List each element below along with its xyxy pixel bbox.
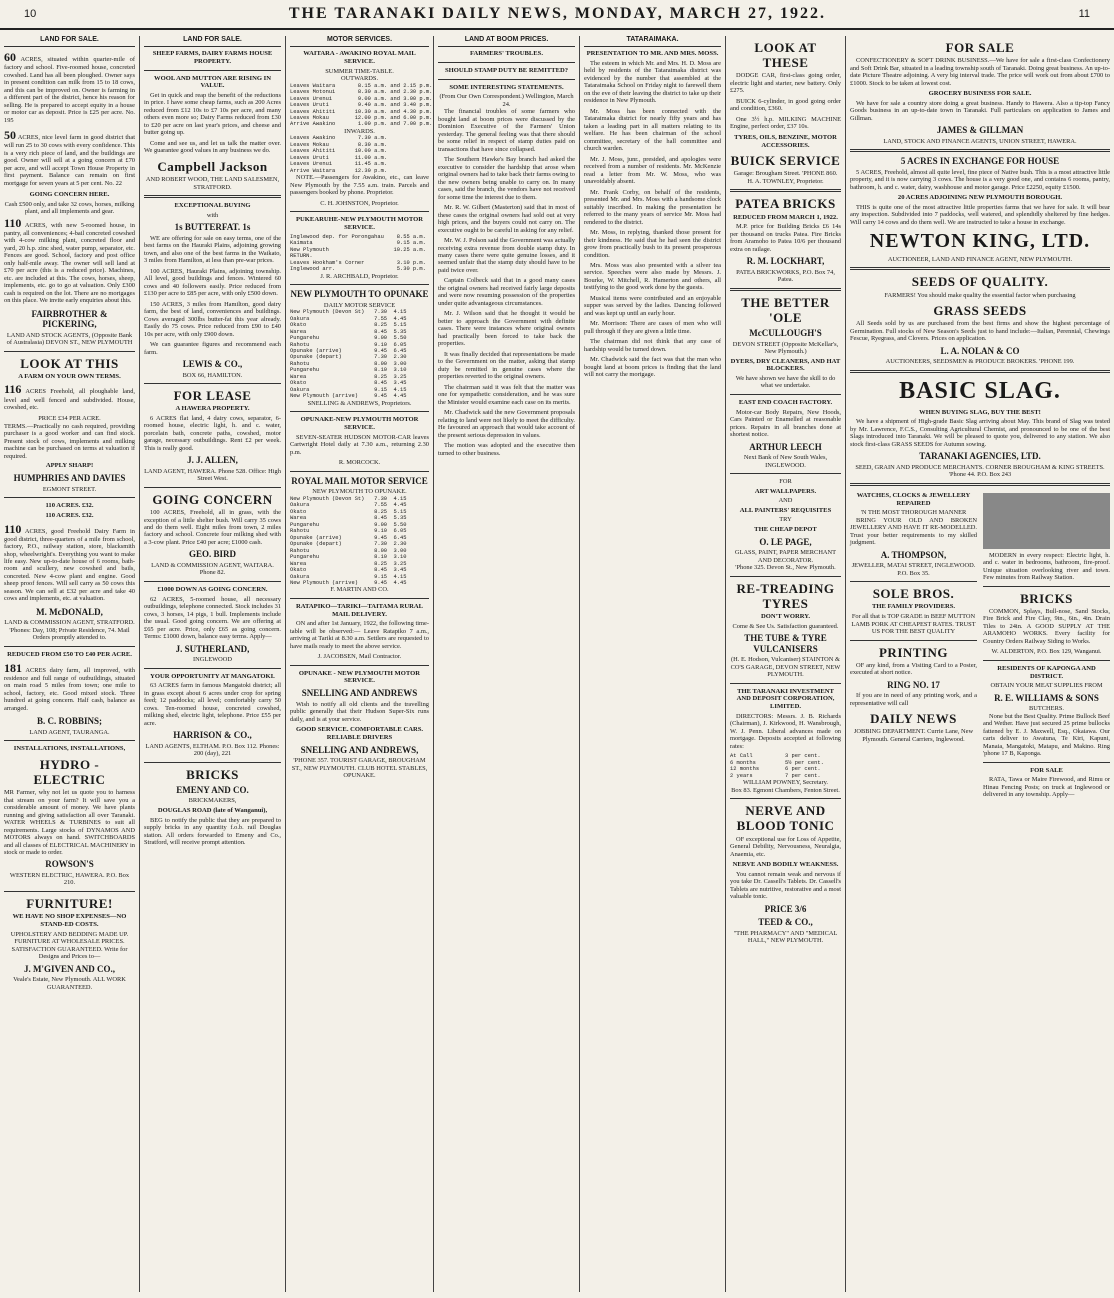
column-5	[580, 36, 726, 1292]
ad-text: Get in quick and reap the benefit of the reductions in price. I have some cheap farms, such as 200 Acres reduced from £12 10s to £7 10s per acre, and many others even more so; Dairy Farms reduced from £30 to £20 per acre on last year's prices, and cheese and butter going up.	[144, 92, 281, 137]
article-paragraph: It was finally decided that representations be made to the Government on the matter, asking that stamp duty be remitted in genuine cases where the properties reverted to the original owners.	[438, 350, 575, 381]
divider	[850, 370, 1110, 373]
ad-headline: NEW PLYMOUTH TO OPUNAKE	[290, 289, 429, 300]
agency-name: NEWTON KING, LTD.	[869, 230, 1091, 253]
listing	[4, 50, 135, 124]
lower-left	[850, 490, 977, 802]
timetable: Leaves Awakino 7.30 a.m. Leaves Mokau 8.30 a.m. Leaves Ahititi 10.00 a.m. Leaves Uruti 11.00 a.m. Leaves Urenui 11.45 a.m. Arrive Waitara 12.30 p.m.	[290, 135, 388, 174]
divider	[144, 668, 281, 669]
subheading: WATCHES, CLOCKS & JEWELLERY REPAIRED	[856, 491, 971, 507]
subheading: EXCEPTIONAL BUYING	[174, 202, 251, 210]
divider	[290, 211, 429, 212]
agency-name: HUMPHRIES AND DAVIES	[13, 473, 126, 484]
subheading: SHOULD STAMP DUTY BE REMITTED?	[444, 66, 569, 74]
listing-acreage: 110	[4, 215, 22, 230]
agency-address: Next Bank of New South Wales, INGLEWOOD.	[743, 454, 828, 469]
ad-text: MODERN in every respect: Electric light, h. and c. water in bedrooms, bathroom, fire-proof. Unique situation overlooking river and town. Few minutes from Railway Station.	[983, 551, 1110, 582]
divider	[850, 581, 977, 582]
article-paragraph: The Southern Hawke's Bay branch had asked the executive to consider the hardship that arose when original owners had to take back their farms owing to the new owners being unable to carry on. In many cases, said the branch, the vendors have not received for some time the interest due to them.	[438, 156, 575, 201]
proprietor: WILLIAM POWNEY, Secretary.	[742, 779, 828, 787]
divider	[730, 683, 841, 684]
ad-headline: FOR SALE	[945, 40, 1015, 55]
subheading: AND	[778, 497, 793, 505]
subheading: FARMERS' TROUBLES.	[469, 50, 544, 58]
agency-address: INGLEWOOD	[192, 656, 233, 664]
ad-text: We can guarantee figures and recommend each farm.	[144, 341, 281, 356]
subheading: TRY	[779, 516, 792, 524]
page-number-right: 11	[1078, 8, 1090, 20]
subheading: DAILY MOTOR SERVICE	[323, 301, 396, 309]
subheading: 'N THE MOST THOROUGH MANNER	[860, 509, 967, 517]
divider	[4, 891, 135, 892]
ad-headline: HYDRO - ELECTRIC	[33, 756, 106, 787]
agency-address: SEED, GRAIN AND PRODUCE MERCHANTS. CORNER BROUGHAM & KING STREETS. 'Phone 44. P.O. Box 243	[855, 463, 1105, 479]
subheading: SUMMER TIME-TABLE.	[325, 67, 394, 75]
subheading: SOME INTERESTING STATEMENTS.	[449, 83, 564, 91]
column-header: LAND FOR SALE.	[4, 36, 135, 47]
column-header: LAND FOR SALE.	[144, 36, 281, 47]
agency-address: LAND AND STOCK AGENTS, (Opposite Bank of Australasia) DEVON ST., NEW PLYMOUTH	[6, 331, 133, 347]
listing-text: ACRES Freehold, all ploughable land, level and well fenced and subdivided. House, cowshed, etc.	[4, 388, 136, 411]
ad-text: If you are in need of any printing work, and a representative will call	[850, 692, 977, 707]
divider	[730, 576, 841, 577]
agency-name: DAILY NEWS	[870, 711, 957, 727]
agency-name: EMENY AND CO.	[176, 784, 249, 795]
subheading: 110 ACRES. £32.	[45, 502, 94, 510]
article-paragraph: Mr. Chadwick said the new Government proposals relating to land were not likely to meet the difficulty. He favoured an approach that would take account of the present serious depression in values.	[438, 409, 575, 439]
agency-address: BOX 66, HAMILTON.	[182, 371, 243, 379]
agency-address: (H. E. Hodson, Vulcaniser) STAINTON & CO'S GARAGE, DEVON STREET, NEW PLYMOUTH.	[730, 656, 841, 679]
masthead	[0, 0, 1114, 30]
ad-text: CONFECTIONERY & SOFT DRINK BUSINESS.—We have for sale a first-class Confectionery and Soft Drink Bar, situated in a leading township south of Taranaki. Doing great business. An up-to-date Picture Theatre adjoining. A very big interval trade. The price will work out from about £700 to £1000. Stock to be taken at lowest cost.	[850, 57, 1110, 87]
column-header: MOTOR SERVICES.	[290, 36, 429, 47]
agency-phone: 'Phones: Day, 108; Private Residence, 74. Mail Orders promptly attended to.	[9, 626, 130, 642]
price-line: PRICE 3/6	[764, 903, 807, 914]
divider	[983, 586, 1110, 587]
divider	[983, 660, 1110, 661]
ad-text: We have for sale a country store doing a great business. Handy to Hawera. Also a tip-top Fancy Goods business in an up-to-date town in Taranaki. Full particulars on application to James and Gillman.	[850, 99, 1110, 122]
divider	[144, 581, 281, 582]
ad-text: We have a shipment of High-grade Basic Slag arriving about May. This brand of Slag was tested by Mr. Lawrence, F.C.S., Consulting Agricultural Chemist, and pronounced to be one of the best Slags introduced into Taranaki. We will be pleased to quote you, delivered to any station. We also stock first-class GRASS SEEDS for Autumn sowing.	[850, 418, 1110, 448]
listing	[4, 522, 135, 603]
listing-text: ACRES, nice level farm in good district that will run 25 to 30 cows with every confidence. This is a very rich piece of land, and the buildings are good. Owner will sell at a going concern at £70 per acre, and will accept Town House Property in first payment. Balance can remain on first mortgage for seven years at 5 per cent. No. 22	[4, 134, 135, 187]
divider	[144, 762, 281, 763]
ad-headline: SOLE BROS.	[872, 586, 955, 602]
agency-address: BRICKMAKERS,	[188, 797, 237, 805]
agency-name: THE TUBE & TYRE VULCANISERS	[744, 633, 827, 654]
ad-headline: SEEDS OF QUALITY.	[911, 274, 1049, 290]
agency-address: WESTERN ELECTRIC, HAWERA. P.O. Box 210.	[9, 872, 130, 887]
ad-text: Motor-car Body Repairs, New Hoods, Cars Painted or Enamelled at reasonable prices. Repairs in all branches done at shortest notice.	[730, 408, 841, 439]
ad-headline: ROYAL MAIL MOTOR SERVICE	[291, 475, 428, 486]
ad-headline: GRASS SEEDS	[933, 302, 1027, 318]
agency-name: TARANAKI AGENCIES, LTD.	[919, 451, 1041, 462]
subheading: PUKEARUHE-NEW PLYMOUTH MOTOR SERVICE.	[296, 216, 423, 231]
article-paragraph: Mr. W. J. Polson said the Government was actually receiving extra revenue from double stamp duty. In many cases there were quite genuine losses, and it seemed unfair that the stamp duty should have to be paid twice over.	[438, 237, 575, 274]
subheading: YOUR OPPORTUNITY AT MANGATOKI.	[150, 672, 275, 680]
agency-address: LAND AGENT, TAURANGA.	[29, 728, 110, 736]
dateline: (From Our Own Correspondent.) Wellington, March 24.	[439, 93, 574, 108]
article-paragraph: Mr. R. W. Gilbert (Masterton) said that in most of these cases the original owners had sold out at very high prices, and the buyers could not carry on. The executive ought to be careful in asking for any relief.	[438, 204, 575, 234]
listing-text: One 3½ h.p. MILKING MACHINE Engine, perfect order, £37 10s.	[730, 115, 841, 131]
subheading: £1000 DOWN AS GOING CONCERN.	[157, 585, 268, 593]
agency-address: JOBBING DEPARTMENT. Currie Lane, New Plymouth. General Carriers, Inglewood.	[853, 728, 974, 743]
ad-text: WE are offering for sale on easy terms, one of the best farms on the Hauraki Plains, adjoining growing town, and also one of the best farms in the Waikato, 3 miles from Hamilton, at less than pre-war prices.	[144, 234, 281, 265]
subheading: GROCERY BUSINESS FOR SALE.	[928, 90, 1032, 98]
article-paragraph: The motion was adopted and the executive then turned to other business.	[438, 442, 575, 457]
agency-address: 'PHONE 357. TOURIST GARAGE, BROUGHAM ST., NEW PLYMOUTH. CLUB HOTEL STABLES, OPUNAKE.	[291, 757, 428, 780]
terms-text: TERMS.—Practically no cash required, providing purchaser is a good worker and can find stock. Present stock of cows, implements and milking machine can be purchased on terms at valuation if required.	[4, 422, 135, 460]
ad-headline: FOR LEASE	[173, 388, 252, 404]
listing-text: 5 ACRES, Freehold, almost all quite level, fine piece of Native bush. This is a most attractive little property, and it is now carrying 3 cows. The house is a very good one, and contains 6 rooms, pantry, bathroom, h. and c. water, dairy, washhouse and motor garage. Price £2250, equity £1500.	[850, 168, 1110, 191]
ad-headline: GOING CONCERN	[152, 491, 273, 507]
listing	[4, 661, 135, 712]
column-6	[726, 36, 846, 1292]
subheading: FOR SALE	[1030, 766, 1063, 774]
proprietor: J. R. ARCHBALD, Proprietor.	[320, 272, 399, 280]
ad-text: ON and after 1st January, 1922, the following time-table will be observed:— Leave Ratapiko 7 a.m., arriving at Tariki at 8.30 a.m. Settlers are requested to have mails ready to meet the above service.	[290, 620, 429, 650]
article-paragraph: Captain Colbeck said that in a good many cases the original owners had received fairly large deposits and were now resuming possession of the properties under quite advantageous circumstances.	[438, 277, 575, 307]
subheading: with	[206, 211, 219, 219]
agency-address: PATEA BRICKWORKS, P.O. Box 74, Patea.	[736, 268, 835, 284]
listing-text: ACRES, good Freehold Dairy Farm in good district, three-quarters of a mile from school, factory, P.O., railway station, store, blacksmith shop, wheelwright's. Everything you want to make life easy. New up-to-date house of 6 rooms, bath-room and scullery, new cowshed and bails, concreted. New 4-cow plant and engine. Good sheep proof fences. Will sell carry as 50 cows this season. We can sell at £32 per acre and take 40 cows and implements, etc. at valuation.	[4, 527, 135, 603]
divider	[730, 473, 841, 474]
listing-text: 62 ACRES, 5-roomed house, all necessary outbuildings, telephone connected. Stock includes 31 cows, 3 horses, 14 pigs, 1 bull. Implements include the usual. Good going concern. We are offering at £65 per acre. Price, only £65 as going concern. Terms: £1000 down, balance easy terms. Apply—	[144, 595, 281, 641]
divider	[4, 497, 135, 498]
agency-address: "THE PHARMACY" AND "MEDICAL HALL," NEW PLYMOUTH.	[733, 929, 838, 945]
agency-name: R. E. WILLIAMS & SONS	[994, 692, 1099, 703]
apply-line: APPLY SHARP!	[45, 462, 94, 470]
subheading: THE FAMILY PROVIDERS.	[871, 603, 956, 611]
subheading: REDUCED FROM £50 TO £40 PER ACRE.	[7, 650, 132, 658]
agency-address: DEVON STREET (Opposite McKellar's, New Plymouth.)	[732, 340, 839, 356]
subheading: NERVE AND BODILY WEAKNESS.	[732, 861, 839, 868]
divider	[850, 640, 977, 641]
agency-address: AUCTIONEERS, SEEDSMEN & PRODUCE BROKERS. 'PHONE 199.	[885, 358, 1075, 366]
ad-text: FARMERS! You should make quality the essential factor when purchasing	[884, 291, 1076, 299]
column-4	[434, 36, 580, 1292]
subheading: 110 ACRES. £32.	[45, 511, 94, 519]
subheading: WHEN BUYING SLAG, BUY THE BEST!	[919, 408, 1041, 416]
agency-name: TEED & CO.,	[758, 917, 813, 928]
ad-headline: LOOK AT THIS	[20, 355, 119, 371]
divider	[730, 394, 841, 395]
article-paragraph: The financial troubles of some farmers who bought land at boom prices were discussed by the Dominion Executive of the Farmers' Union yesterday. The general feeling was that there should be some relief in respect of stamp duties paid on transactions that have since collapsed.	[438, 108, 575, 153]
agency-phone: 'Phone 325. Devon St., New Plymouth.	[735, 564, 836, 572]
divider	[4, 646, 135, 647]
article-paragraph: The esteem in which Mr. and Mrs. H. D. Moss are held by residents of the Tataraimaka district was evidenced by the number that assembled at the Tataraimaka School on Friday night to farewell them on the eve of their leaving the district to take up their residence in New Plymouth.	[584, 59, 721, 105]
subheading: DOUGLAS ROAD (late of Wanganui),	[157, 806, 268, 814]
ad-headline: BASIC SLAG.	[899, 377, 1061, 404]
subheading: 1s BUTTERFAT. 1s	[174, 222, 251, 233]
subheading: 20 ACRES ADJOINING NEW PLYMOUTH BOROUGH.	[897, 194, 1063, 202]
subheading: TYRES, OILS, BENZINE, MOTOR ACCESSORIES.	[734, 133, 837, 149]
ad-headline: PATEA BRICKS	[735, 196, 836, 212]
subheading: DYERS, DRY CLEANERS, AND HAT BLOCKERS.	[730, 357, 841, 373]
ad-headline: BRICKS	[1020, 590, 1073, 606]
agency-name: SNELLING AND ANDREWS,	[300, 744, 419, 755]
ad-headline: LOOK AT THESE	[754, 40, 817, 71]
ad-text: BEG to notify the public that they are prepared to supply bricks in any quantity f.o.b. rail Douglas station. All orders forwarded to Emeny and Co., Stratford, will receive prompt attention.	[144, 816, 281, 846]
agency-address: Garage: Brougham Street. 'PHONE 860.	[733, 170, 838, 178]
article-paragraph: Mr. J. Moss, junr., presided, and apologies were received from a number of residents. Mr. McKenzie read a letter from Mr. W. Moss, who was unavoidably absent.	[584, 155, 721, 186]
agency-name: O. LE PAGE,	[759, 536, 812, 547]
ad-text: Wish to notify all old clients and the travelling public generally that their Hudson Super-Six runs daily, and is at your service.	[290, 700, 429, 723]
article-paragraph: Mr. Chadwick said the fact was that the man who bought land at boom prices is finding that the land will not carry the mortgage.	[584, 356, 721, 379]
agency-address: AUCTIONEER, LAND AND FINANCE AGENT, NEW PLYMOUTH.	[887, 255, 1073, 263]
agency-name: FAIRBROTHER & PICKERING,	[31, 308, 108, 330]
agency-address: LAND, STOCK AND FINANCE AGENTS, UNION STREET, HAWERA.	[883, 137, 1077, 145]
divider	[438, 62, 575, 63]
subheading: SHEEP FARMS, DAIRY FARMS HOUSE PROPERTY.	[152, 50, 273, 65]
subheading: REDUCED FROM MARCH 1, 1922.	[733, 213, 838, 221]
article-paragraph: Musical items were contributed and an enjoyable supper was served by the ladies. Dancing followed and was kept up until an early hour.	[584, 294, 721, 317]
listing-acreage: 110	[4, 521, 22, 536]
subheading: DON'T WORRY.	[760, 613, 811, 621]
ad-text: M.P. price for Building Bricks £6 14s per thousand on trucks Patea. Fire Bricks from Aramoho to Patea 10/6 per thousand extra on railage.	[730, 223, 841, 253]
agency-address: LAND & COMMISSION AGENT, STRATFORD.	[4, 619, 135, 627]
agency-name: M. McDONALD,	[36, 606, 103, 617]
subheading: FOR	[779, 478, 792, 486]
agency-address: AND ROBERT WOOD, THE LAND SALESMEN, STRATFORD.	[145, 176, 280, 191]
agency-name: Campbell Jackson	[157, 158, 268, 174]
subheading: THE CHEAP DEPOT	[754, 525, 817, 533]
divider	[290, 284, 429, 285]
agency-address: LAND AGENTS, ELTHAM. P.O. Box 112. Phones: 200 (day), 221	[145, 742, 280, 758]
listing-text: ACRES, with new 5-roomed house, in pantry, all conveniences; 4-bail concreted cowshed with 4-cow milking plant, concreted floor and yard, 20 h.p. zinc shed, water pump, separator, etc. Fences are good. School, factory and post office only half-mile away. The owner will sell land at £70 per acre (this is a reduced price). Machines, etc. are included at this. The cows, horses, sheep, implements, etc. go to go at valuation. Only £300 cash is required on the lot. There are no mortgages on this place. We invite early enquiries about this.	[4, 221, 135, 305]
subheading: RING NO. 17	[887, 679, 940, 690]
ad-text: SEVEN-SEATER HUDSON MOTOR-CAR leaves Cartwright Hotel daily at 7.30 a.m., returning 2.30 p.m.	[290, 433, 429, 456]
listing-text: Cash £500 only, and take 32 cows, horses, milking plant, and all implements and gear.	[4, 200, 135, 216]
divider	[730, 189, 841, 192]
listing-acreage: 50	[4, 128, 16, 143]
divider	[850, 149, 1110, 152]
agency-name: JAMES & GILLMAN	[936, 125, 1024, 136]
subheading: OBTAIN YOUR MEAT SUPPLIES FROM	[990, 682, 1103, 690]
ad-text: You cannot remain weak and nervous if you take Dr. Cassell's Tablets. Dr. Cassell's Tablets are nutritive, restorative and a most valuable tonic.	[730, 870, 841, 901]
listing-text: 100 ACRES, Freehold, all in grass, with the exception of a little shelter bush. Will carry 35 cows and do them well. Eight miles from town, 2 miles factory and school. Concrete four milking shed with a 3-cow plant. Price £40 per acre; £1000 cash.	[144, 509, 281, 546]
article-paragraph: Mr. Frank Corby, on behalf of the residents, presented Mr. and Mrs. Moss with a handsome clock suitably inscribed. In making the presentation he referred to the many years of service Mr. Moss had rendered to the district.	[584, 188, 721, 226]
listing-text: 100 ACRES, Hauraki Plains, adjoining township. All level, good buildings and fences. Wintered 60 cows and 40 followers easily. Price reduced from £130 per acre to £85 per acre, with only £500 down.	[144, 267, 281, 298]
column-header: TATARAIMAKA.	[584, 36, 721, 47]
subheading: PRESENTATION TO MR. AND MRS. MOSS.	[586, 50, 719, 58]
subheading: RATAPIKO—TARIKI—TAITAMA RURAL MAIL DELIVERY.	[295, 602, 424, 618]
agency-address: GLASS, PAINT, PAPER MERCHANT AND DECORATOR.	[734, 549, 837, 564]
listing-text: BUICK 6-cylinder, in good going order and condition, £360.	[730, 97, 841, 113]
listing-acreage: 60	[4, 50, 16, 65]
ad-text: For all that is TOP GRADE in BEEF MUTTON LAMB PORK AT CHEAPEST RATES. TRUST US FOR THE BEST QUALITY	[851, 613, 976, 636]
subheading: ART WALLPAPERS.	[754, 487, 817, 495]
agency-name: L. A. NOLAN & CO	[940, 345, 1020, 356]
subheading: BUTCHERS.	[1029, 705, 1064, 713]
agency-name: GEO. BIRD	[188, 549, 236, 560]
ad-text: DIRECTORS: Messrs. J. B. Richards (Chairman), J. Kirkwood, H. Wansbrough, W. J. Penn. Liberal advances made on mortgage. Deposits accepted at following rates:	[730, 712, 841, 750]
article-paragraph: Mr. Morrison: There are cases of men who will pull through if they are given a little time.	[584, 320, 721, 335]
agency-name: McCULLOUGH'S	[749, 328, 822, 339]
ad-headline: PRINTING	[878, 644, 948, 660]
divider	[290, 411, 429, 412]
divider	[144, 70, 281, 71]
listing-acreage: 181	[4, 660, 22, 675]
listing	[4, 216, 135, 305]
ad-text: RATA, Tawa or Maire Firewood, and Rimu or Hinau Fencing Posts; on truck at Inglewood or delivered in any township. Apply—	[983, 776, 1110, 799]
listing-text: DODGE CAR, first-class going order, electric light and starter, new battery. Only £275.	[730, 72, 841, 95]
ad-text: MR Farmer, why not let us quote you to harness that stream on your farm? It will save you a considerable amount of money. We have plants running and giving satisfaction all over Taranaki. WATER WHEELS & TURBINES to suit all requirements. Large stocks of DYNAMOS AND MOTORS always on hand. SWITCHBOARDS and all classes of ELECTRICAL MACHINERY in stock or made to order.	[4, 789, 135, 856]
agency-address: W. ALDERTON, P.O. Box 129, Wanganui.	[991, 648, 1102, 656]
listing	[4, 128, 135, 187]
divider	[144, 383, 281, 384]
divider	[730, 798, 841, 799]
agency-name: J. M'GIVEN AND CO.,	[23, 963, 115, 974]
proprietor: H. A. TOWNLEY, Proprietor.	[747, 177, 824, 185]
ad-headline: THE BETTER 'OLE	[741, 294, 830, 325]
agency-address: Veale's Estate, New Plymouth. ALL WORK GUARANTEED.	[13, 976, 126, 991]
ad-headline: FURNITURE!	[26, 895, 113, 911]
masthead-title: THE TARANAKI DAILY NEWS, MONDAY, MARCH 27, 1922.	[288, 5, 826, 22]
agency-address: LAND & COMMISSION AGENT, WAITARA. Phone 82.	[151, 561, 274, 577]
agency-address: LAND AGENT, HAWERA. Phone 528. Office: High Street West.	[144, 467, 281, 483]
ad-text: Come and see us, and let us talk the matter over. We guarantee good values in any business we do.	[144, 139, 281, 155]
ad-headline: BRICKS	[186, 766, 239, 782]
agency-name: ROWSON'S	[45, 859, 94, 870]
divider	[144, 195, 281, 198]
agency-name: J. SUTHERLAND,	[175, 643, 250, 654]
listing-text: ACRES dairy farm, all improved, with residence and full range of outbuildings, situated on main road 5 miles from town; one mile to school, factory, etc. Good mixed stock. Three hundred at going concern. Half cash, balance as arranged.	[4, 666, 136, 712]
article-paragraph: Mr. Moss, in replying, thanked those present for their kindness. He said that he had seen the district grow from practically bush to its present prosperous condition.	[584, 229, 721, 259]
timetable: Opunake (depart) 7.30 2.30 Rahotu 8.00 3.00 Pungarehu 8.10 3.10 Warea 8.25 3.25 Okato 8.45 3.45 Oakura 9.15 4.15 New Plymouth (arrive) 9.45 4.45	[290, 354, 407, 400]
agency-address: Box 83. Egmont Chambers, Fenton Street.	[731, 786, 840, 794]
subheading: OPUNAKE - NEW PLYMOUTH MOTOR SERVICE.	[298, 669, 421, 685]
hotel-illustration	[983, 493, 1110, 549]
divider	[144, 487, 281, 488]
timetable: Opunake (depart) 7.30 2.30 Rahotu 8.00 3.00 Pungarehu 8.10 3.10 Warea 8.25 3.25 Okato 8.45 3.45 Oakura 9.15 4.15 New Plymouth (arrive) 9.45 4.45	[290, 541, 407, 586]
subheading: INWARDS.	[344, 127, 375, 135]
divider	[4, 351, 135, 352]
lower-right	[983, 490, 1110, 802]
proprietor: R. MORCOCK.	[338, 459, 381, 467]
price-line: PRICE £34 PER ACRE.	[38, 415, 101, 423]
listing-text: 6 ACRES flat land, 4 dairy cows, separator, 6-roomed house, electric light, h. and c. water, porcelain bath, concrete paths, cowshed, motor garage, necessary outbuildings. Rent £2 per week. This is really good.	[144, 414, 281, 452]
subheading: NEW PLYMOUTH TO OPUNAKE.	[312, 488, 407, 496]
ad-text: None but the Best Quality. Prime Bullock Beef and Wether. Have just secured 25 prime bullocks fattened by E. J. Maxwell, Esq., Okaiawa. Our carts deliver to Awatuna, Te Kiri, Kapuni, Manaia, Mangatoki, Matapu, and Makino. Ring 'phone 17 B, Kaponga.	[983, 712, 1110, 758]
agency-address: JEWELLER, MATAI STREET, INGLEWOOD. P.O. Box 35.	[851, 562, 976, 577]
subheading: INSTALLATIONS, INSTALLATIONS,	[13, 745, 126, 753]
divider	[850, 267, 1110, 270]
ad-text: OF exceptional use for Loss of Appetite, General Debility, Nervousness, Neuralgia, Anaemia, etc.	[730, 835, 841, 858]
divider	[850, 483, 1110, 486]
ad-headline: 5 ACRES IN EXCHANGE FOR HOUSE	[900, 156, 1060, 167]
column-3	[286, 36, 434, 1292]
timetable: New Plymouth (Devon St) 7.30 4.15 Oakura 7.55 4.45 Okato 8.25 5.15 Warea 8.45 5.35 Pungarehu 9.00 5.50 Rahotu 9.10 6.05 Opunake (arrive) 9.45 6.45	[290, 495, 407, 541]
ad-text: BRING YOUR OLD AND BROKEN JEWELLERY AND HAVE IT RE-MODELLED. Trust your better requirements to my skilled judgment.	[850, 516, 977, 547]
divider	[4, 740, 135, 741]
ad-headline: RE-TREADING TYRES	[736, 580, 835, 611]
ad-text: Come & See Us. Satisfaction guaranteed.	[732, 622, 839, 630]
subheading: OUTWARDS.	[340, 75, 379, 83]
ad-text: OF any kind, from a Visiting Card to a Poster, executed at short notice.	[850, 661, 977, 677]
subheading: WE HAVE NO SHOP EXPENSES—NO STAND-ED COSTS.	[12, 913, 127, 928]
ad-text: UPHOLSTERY AND BEDDING MADE UP. FURNITURE AT WHOLESALE PRICES. SATISFACTION GUARANTEED. Write for Designs and Prices to—	[10, 930, 129, 961]
subheading: WAITARA - AWAKINO ROYAL MAIL SERVICE.	[303, 50, 416, 65]
divider	[290, 471, 429, 472]
agency-name: ARTHUR LEECH	[749, 441, 822, 452]
agency-name: SNELLING AND ANDREWS	[301, 688, 418, 699]
subheading: OPUNAKE-NEW PLYMOUTH MOTOR SERVICE.	[300, 416, 419, 432]
ad-text: COMMON, Splays, Bull-nose, Sand Stocks, Fire Brick and Fire Clay, 9in., 6in., 4in. Drain Tiles to 24in. A GOOD SUPPLY AT THE ARAMOHO WORKS. Every facility for Country Orders Railway Siding to Works.	[983, 607, 1110, 645]
timetable: Inglewood dep. for Porongahau 8.55 a.m. Kaimata 9.15 a.m. New Plymouth 10.25 a.m. RETURN. Leaves Hookham's Corner 3.10 p.m. Inglewood arr. 5.30 p.m.	[290, 233, 426, 273]
proprietor: F. MARTIN AND CO.	[330, 586, 389, 594]
subheading: A HAWERA PROPERTY.	[175, 405, 250, 413]
divider	[438, 79, 575, 80]
agency-name: LEWIS & CO.,	[182, 359, 243, 370]
agency-name: A. THOMPSON,	[880, 549, 947, 560]
column-7	[846, 36, 1114, 1292]
agency-address: EGMONT STREET.	[42, 485, 97, 493]
page-number-left: 10	[24, 8, 37, 20]
ad-text: We have shown we have the skill to do what we undertake.	[735, 375, 836, 390]
listing	[4, 382, 135, 411]
ad-headline: NERVE AND BLOOD TONIC	[736, 803, 835, 834]
listing-text: 63 ACRES farm in famous Mangatoki district; all in grass except about 6 acres under crop for spring feed; 12 paddocks; all level; comfortably carry 50 cows. Ten-roomed house, concreted cowshed, milking shed, electric light, telephone. Price £55 per acre.	[144, 682, 281, 727]
lower-grid	[850, 490, 1110, 802]
timetable: New Plymouth (Devon St) 7.30 4.15 Oakura 7.55 4.45 Okato 8.25 5.15 Warea 8.45 5.35 Pungarehu 9.00 5.50 Rahotu 9.10 6.05 Opunake (arrive) 9.45 6.45	[290, 309, 407, 354]
agency-name: J. J. ALLEN,	[187, 455, 238, 466]
column-1	[0, 36, 140, 1292]
timetable: Leaves Waitara 8.15 a.m. and 2.15 p.m. Leaves Motonui 8.30 a.m. and 2.30 p.m. Leaves Urenui 9.00 a.m. and 3.00 p.m. Leaves Uruti 9.40 a.m. and 3.40 p.m. Leaves Ahititi 10.30 a.m. and 4.30 p.m. Leaves Mokau 12.00 p.m. and 6.00 p.m. Arrive Awakino 1.00 p.m. and 7.00 p.m.	[290, 82, 433, 128]
listing-acreage: 116	[4, 382, 22, 397]
subheading: EAST END COACH FACTORY.	[738, 398, 833, 406]
ad-text: All Seeds sold by us are purchased from the best firms and show the highest percentage of Germination. Full stocks of New Season's Seeds just to hand include:—Italian, Perennial, Chewings Fescue, Ryegrass, and Clovers. Prices on application.	[850, 320, 1110, 343]
article-paragraph: Mr. J. Wilson said that he thought it would be better to approach the Government with definite cases. There were instances where original owners had practically been forced to take back the properties.	[438, 310, 575, 348]
listing-text: ACRES, situated within quarter-mile of factory and school. Five-roomed house, concreted cowshed. Land has all been ploughed. Owner says in present condition can milk from 15 to 18 cows, and this can be improved on. Owner is farming in a different part of the district, hence his reason for selling. He is prepared to accept equity in a house or motor car as deposit. Price is £25 per acre. No. 195	[4, 56, 135, 124]
subheading: GOING CONCERN HERE.	[29, 191, 110, 199]
agency-name: HARRISON & CO.,	[173, 730, 252, 741]
subheading: ALL PAINTERS' REQUISITES	[739, 506, 832, 514]
ad-headline: BUICK SERVICE	[730, 153, 841, 169]
subheading: WOOL AND MUTTON ARE RISING IN VALUE.	[154, 74, 271, 90]
article-paragraph: The chairman said it was felt that the matter was one for sympathetic consideration, and he was sure the Minister would examine each case on its merits.	[438, 383, 575, 406]
article-paragraph: Mr. Moss has been connected with the Tataraimaka district for nearly fifty years and has taken a leading part in all matters relating to its welfare. He has been chairman of the school committee, secretary of the hall committee and church warden.	[584, 107, 721, 153]
proprietor: J. JACOBSEN, Mail Contractor.	[317, 653, 402, 661]
agency-name: B. C. ROBBINS;	[36, 716, 102, 727]
article-paragraph: The chairman did not think that any case of hardship would be turned down.	[584, 338, 721, 353]
divider	[290, 598, 429, 599]
proprietor: C. H. JOHNSTON, Proprietor.	[320, 199, 399, 207]
column-2	[140, 36, 286, 1292]
note-text: NOTE.—Passengers for Awakino, etc., can leave New Plymouth by the 7.55 a.m. train. Parcels and passengers booked by phone. Proprietor.	[290, 174, 429, 197]
subheading: A FARM ON YOUR OWN TERMS.	[18, 372, 121, 380]
divider	[290, 665, 429, 666]
listing-text: 150 ACRES, 3 miles from Hamilton, good dairy farm, the best of land, conveniences and buildings. Cows averaged 300lbs butter-fat this year already. Easily do 75 cows. Price reduced from £90 to £40 10s per acre, with only £900 down.	[144, 300, 281, 338]
subheading: RESIDENTS OF KAPONGA AND DISTRICT.	[997, 664, 1096, 680]
subheading: THE TARANAKI INVESTMENT AND DEPOSIT CORPORATION, LIMITED.	[736, 687, 835, 711]
divider	[730, 288, 841, 291]
agency-name: R. M. LOCKHART,	[746, 256, 825, 267]
column-header: LAND AT BOOM PRICES.	[438, 36, 575, 47]
subheading: GOOD SERVICE. COMFORTABLE CARS. RELIABLE DRIVERS	[295, 726, 424, 741]
deposit-rates: At Call 3 per cent. 6 months 5½ per cent. 12 months 6 per cent. 2 years 7 per cent.	[730, 753, 824, 779]
listing-text: THIS is quite one of the most attractive little properties farms that we have for sale. It will bear any inspection. Subdivided into 7 paddocks, well watered, and splendidly sheltered by fine hedges. Will carry 14 cows and do them well. We are instructed to take a house in exchange.	[850, 203, 1110, 226]
proprietor: SNELLING & ANDREWS, Proprietors.	[307, 399, 412, 407]
article-paragraph: Mrs. Moss was also presented with a silver tea service. Speeches were also made by Messrs. J. Bourke, W. Mitchell, R. Hamerton and others, all testifying to the good work done by the guests.	[584, 262, 721, 292]
divider	[983, 762, 1110, 763]
